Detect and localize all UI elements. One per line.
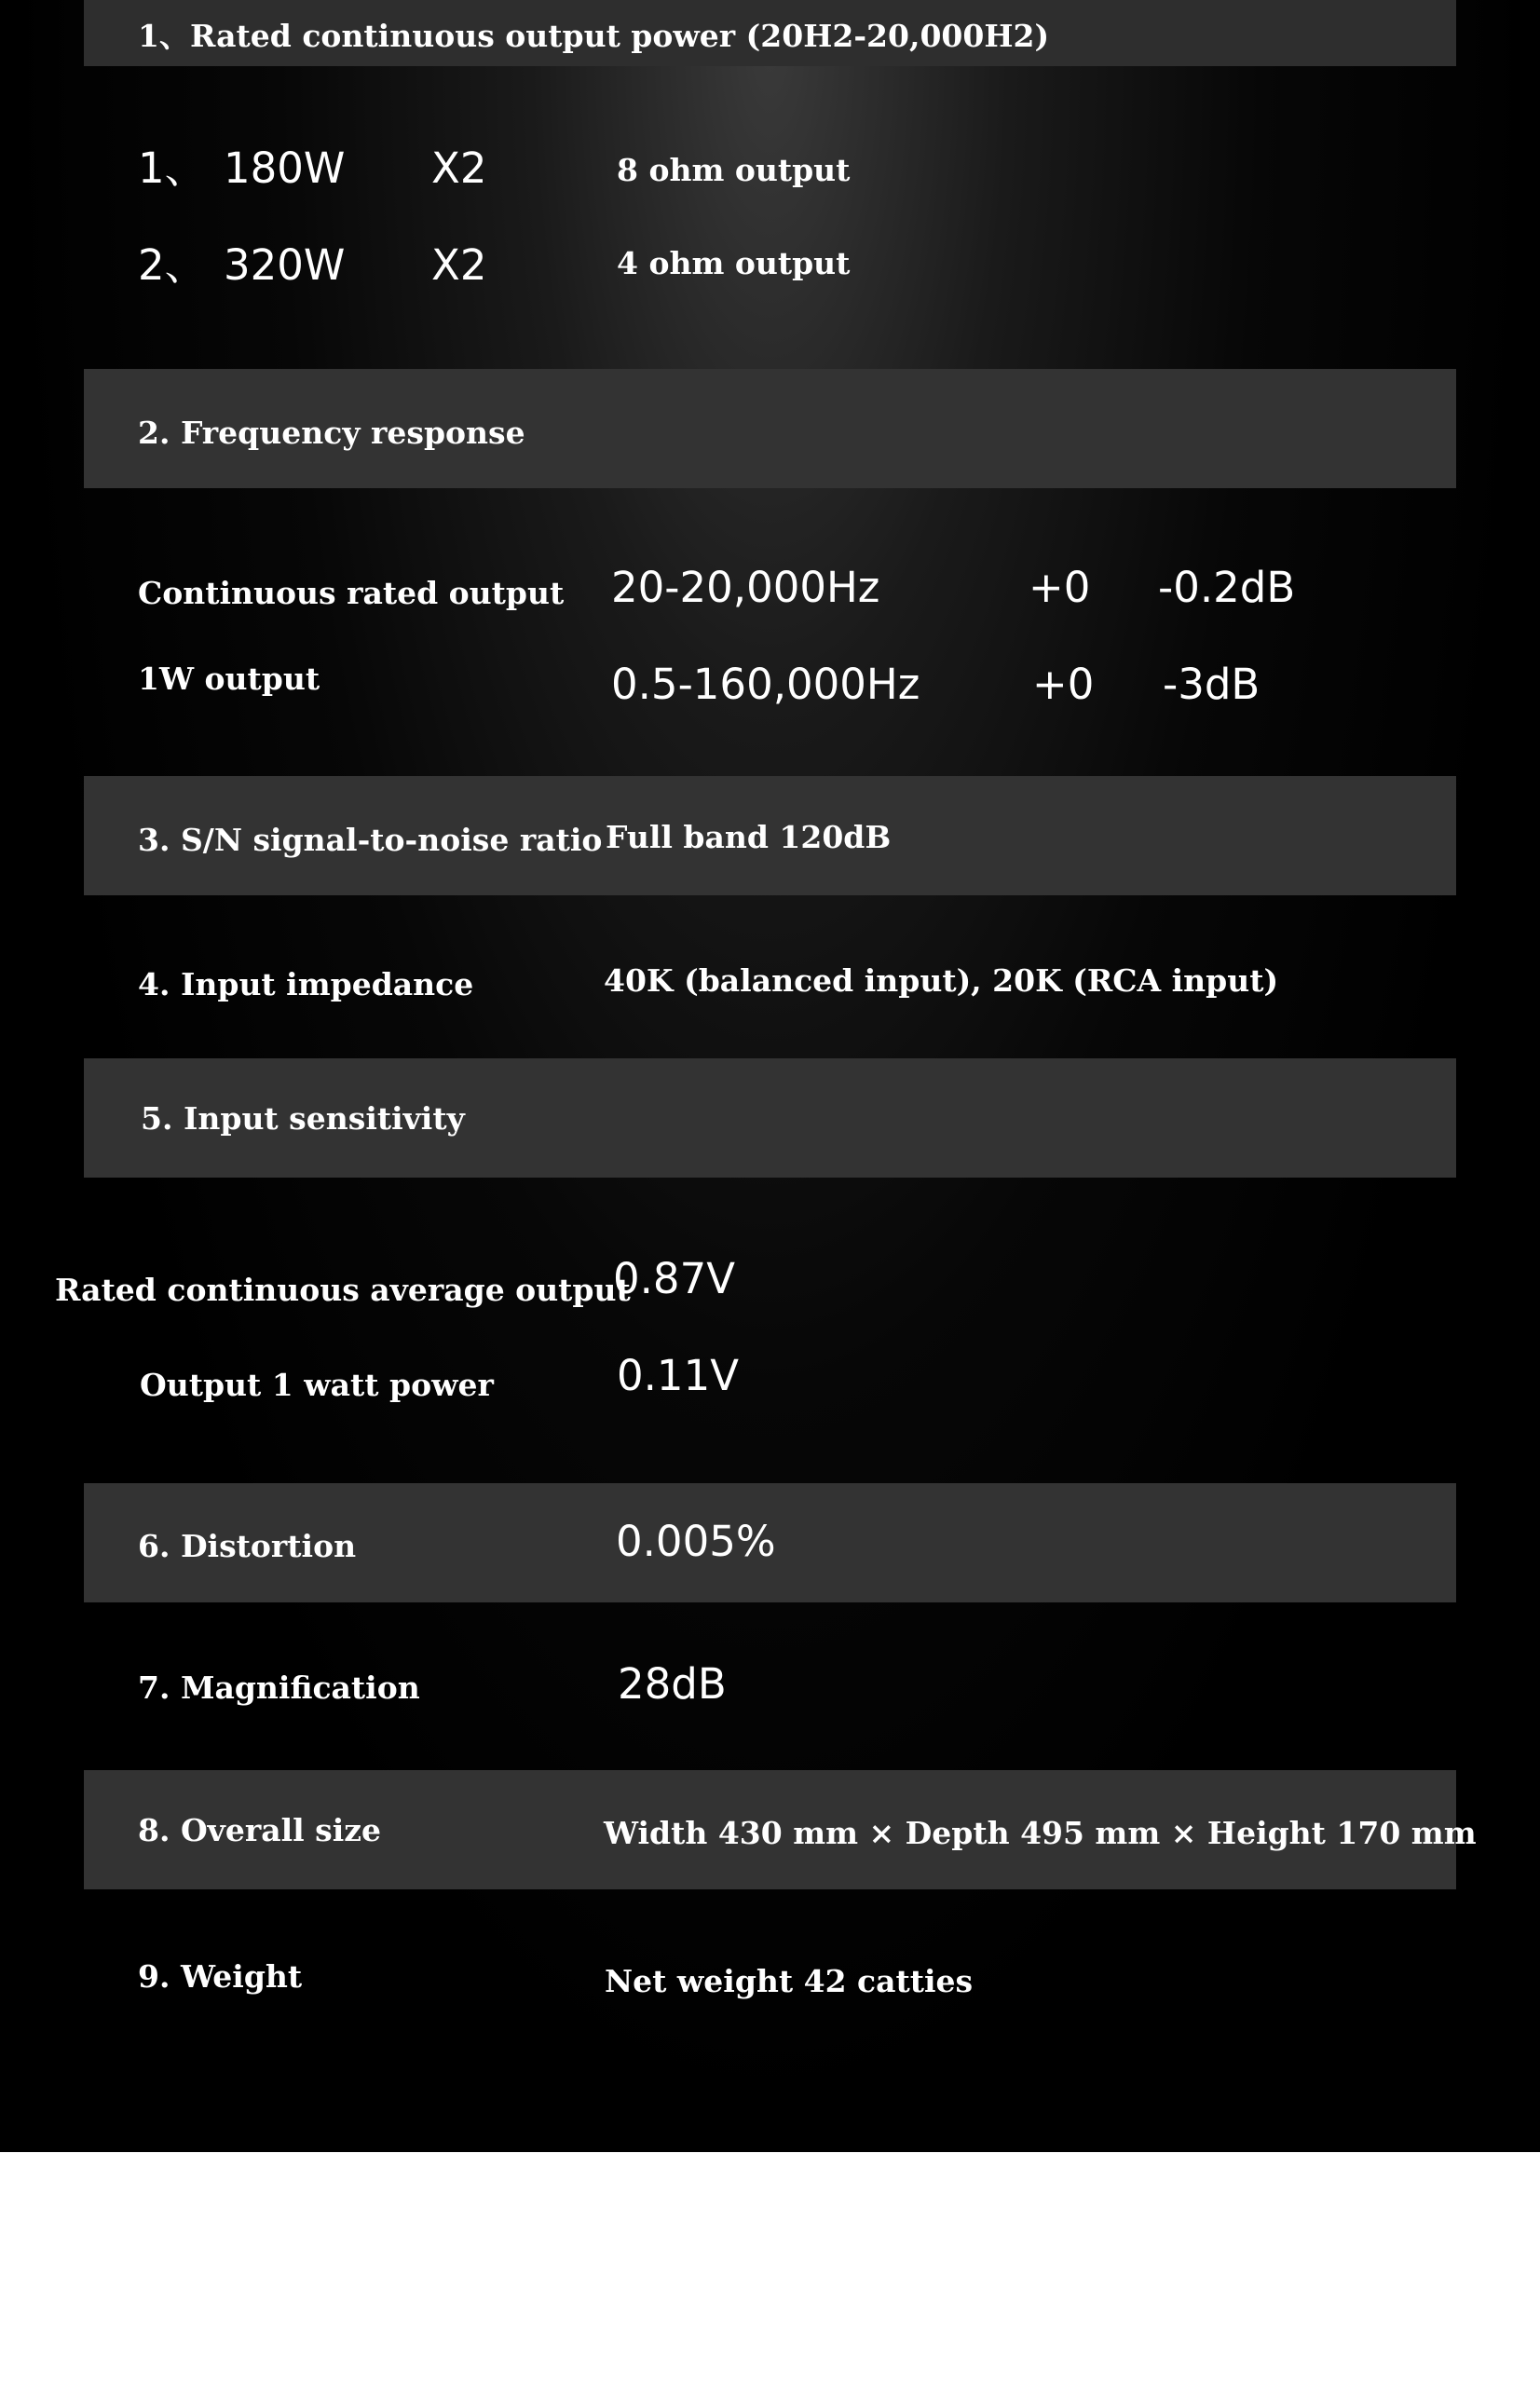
freq-row-1-range: 20-20,000Hz	[611, 563, 880, 612]
freq-row-1-plus: +0	[1029, 563, 1091, 612]
output-row-2-multiplier: X2	[431, 240, 487, 290]
output-row-2-index: 2、	[138, 240, 207, 290]
snr-value: Full band 120dB	[606, 819, 892, 855]
output-row-2-desc: 4 ohm output	[617, 245, 851, 281]
size-value: Width 430 mm × Depth 495 mm × Height 170 mm	[604, 1815, 1477, 1851]
magnification-value: 28dB	[618, 1659, 727, 1709]
section-2-heading: 2. Frequency response	[138, 415, 525, 451]
section-1-heading: 1、Rated continuous output power (20H2-20,000H2)	[138, 18, 1050, 54]
output-row-1-index: 1、	[138, 143, 207, 193]
freq-row-1-minus: -0.2dB	[1158, 563, 1296, 612]
output-row-1-desc: 8 ohm output	[617, 152, 851, 188]
distortion-value: 0.005%	[616, 1517, 776, 1566]
sensitivity-row-2-value: 0.11V	[617, 1351, 739, 1400]
freq-row-2-range: 0.5-160,000Hz	[611, 660, 920, 709]
section-4-heading: 4. Input impedance	[138, 966, 474, 1002]
freq-row-2-label: 1W output	[138, 661, 320, 697]
output-row-1-power: 180W	[224, 143, 346, 193]
section-9-heading: 9. Weight	[138, 1958, 303, 1995]
impedance-value: 40K (balanced input), 20K (RCA input)	[604, 962, 1279, 999]
freq-row-2-minus: -3dB	[1163, 660, 1261, 709]
section-8-heading: 8. Overall size	[138, 1812, 382, 1848]
sensitivity-row-2-label: Output 1 watt power	[140, 1367, 494, 1403]
sensitivity-row-1-value: 0.87V	[613, 1254, 735, 1303]
section-3-heading: 3. S/N signal-to-noise ratio	[138, 822, 603, 858]
freq-row-1-label: Continuous rated output	[138, 575, 565, 611]
freq-row-2-plus: +0	[1032, 660, 1095, 709]
section-7-heading: 7. Magnification	[138, 1670, 420, 1706]
section-5-heading: 5. Input sensitivity	[141, 1100, 465, 1137]
sensitivity-row-1-label: Rated continuous average output	[55, 1272, 631, 1308]
output-row-1-multiplier: X2	[431, 143, 487, 193]
output-row-2-power: 320W	[224, 240, 346, 290]
weight-value: Net weight 42 catties	[605, 1963, 974, 1999]
section-6-heading: 6. Distortion	[138, 1528, 357, 1564]
